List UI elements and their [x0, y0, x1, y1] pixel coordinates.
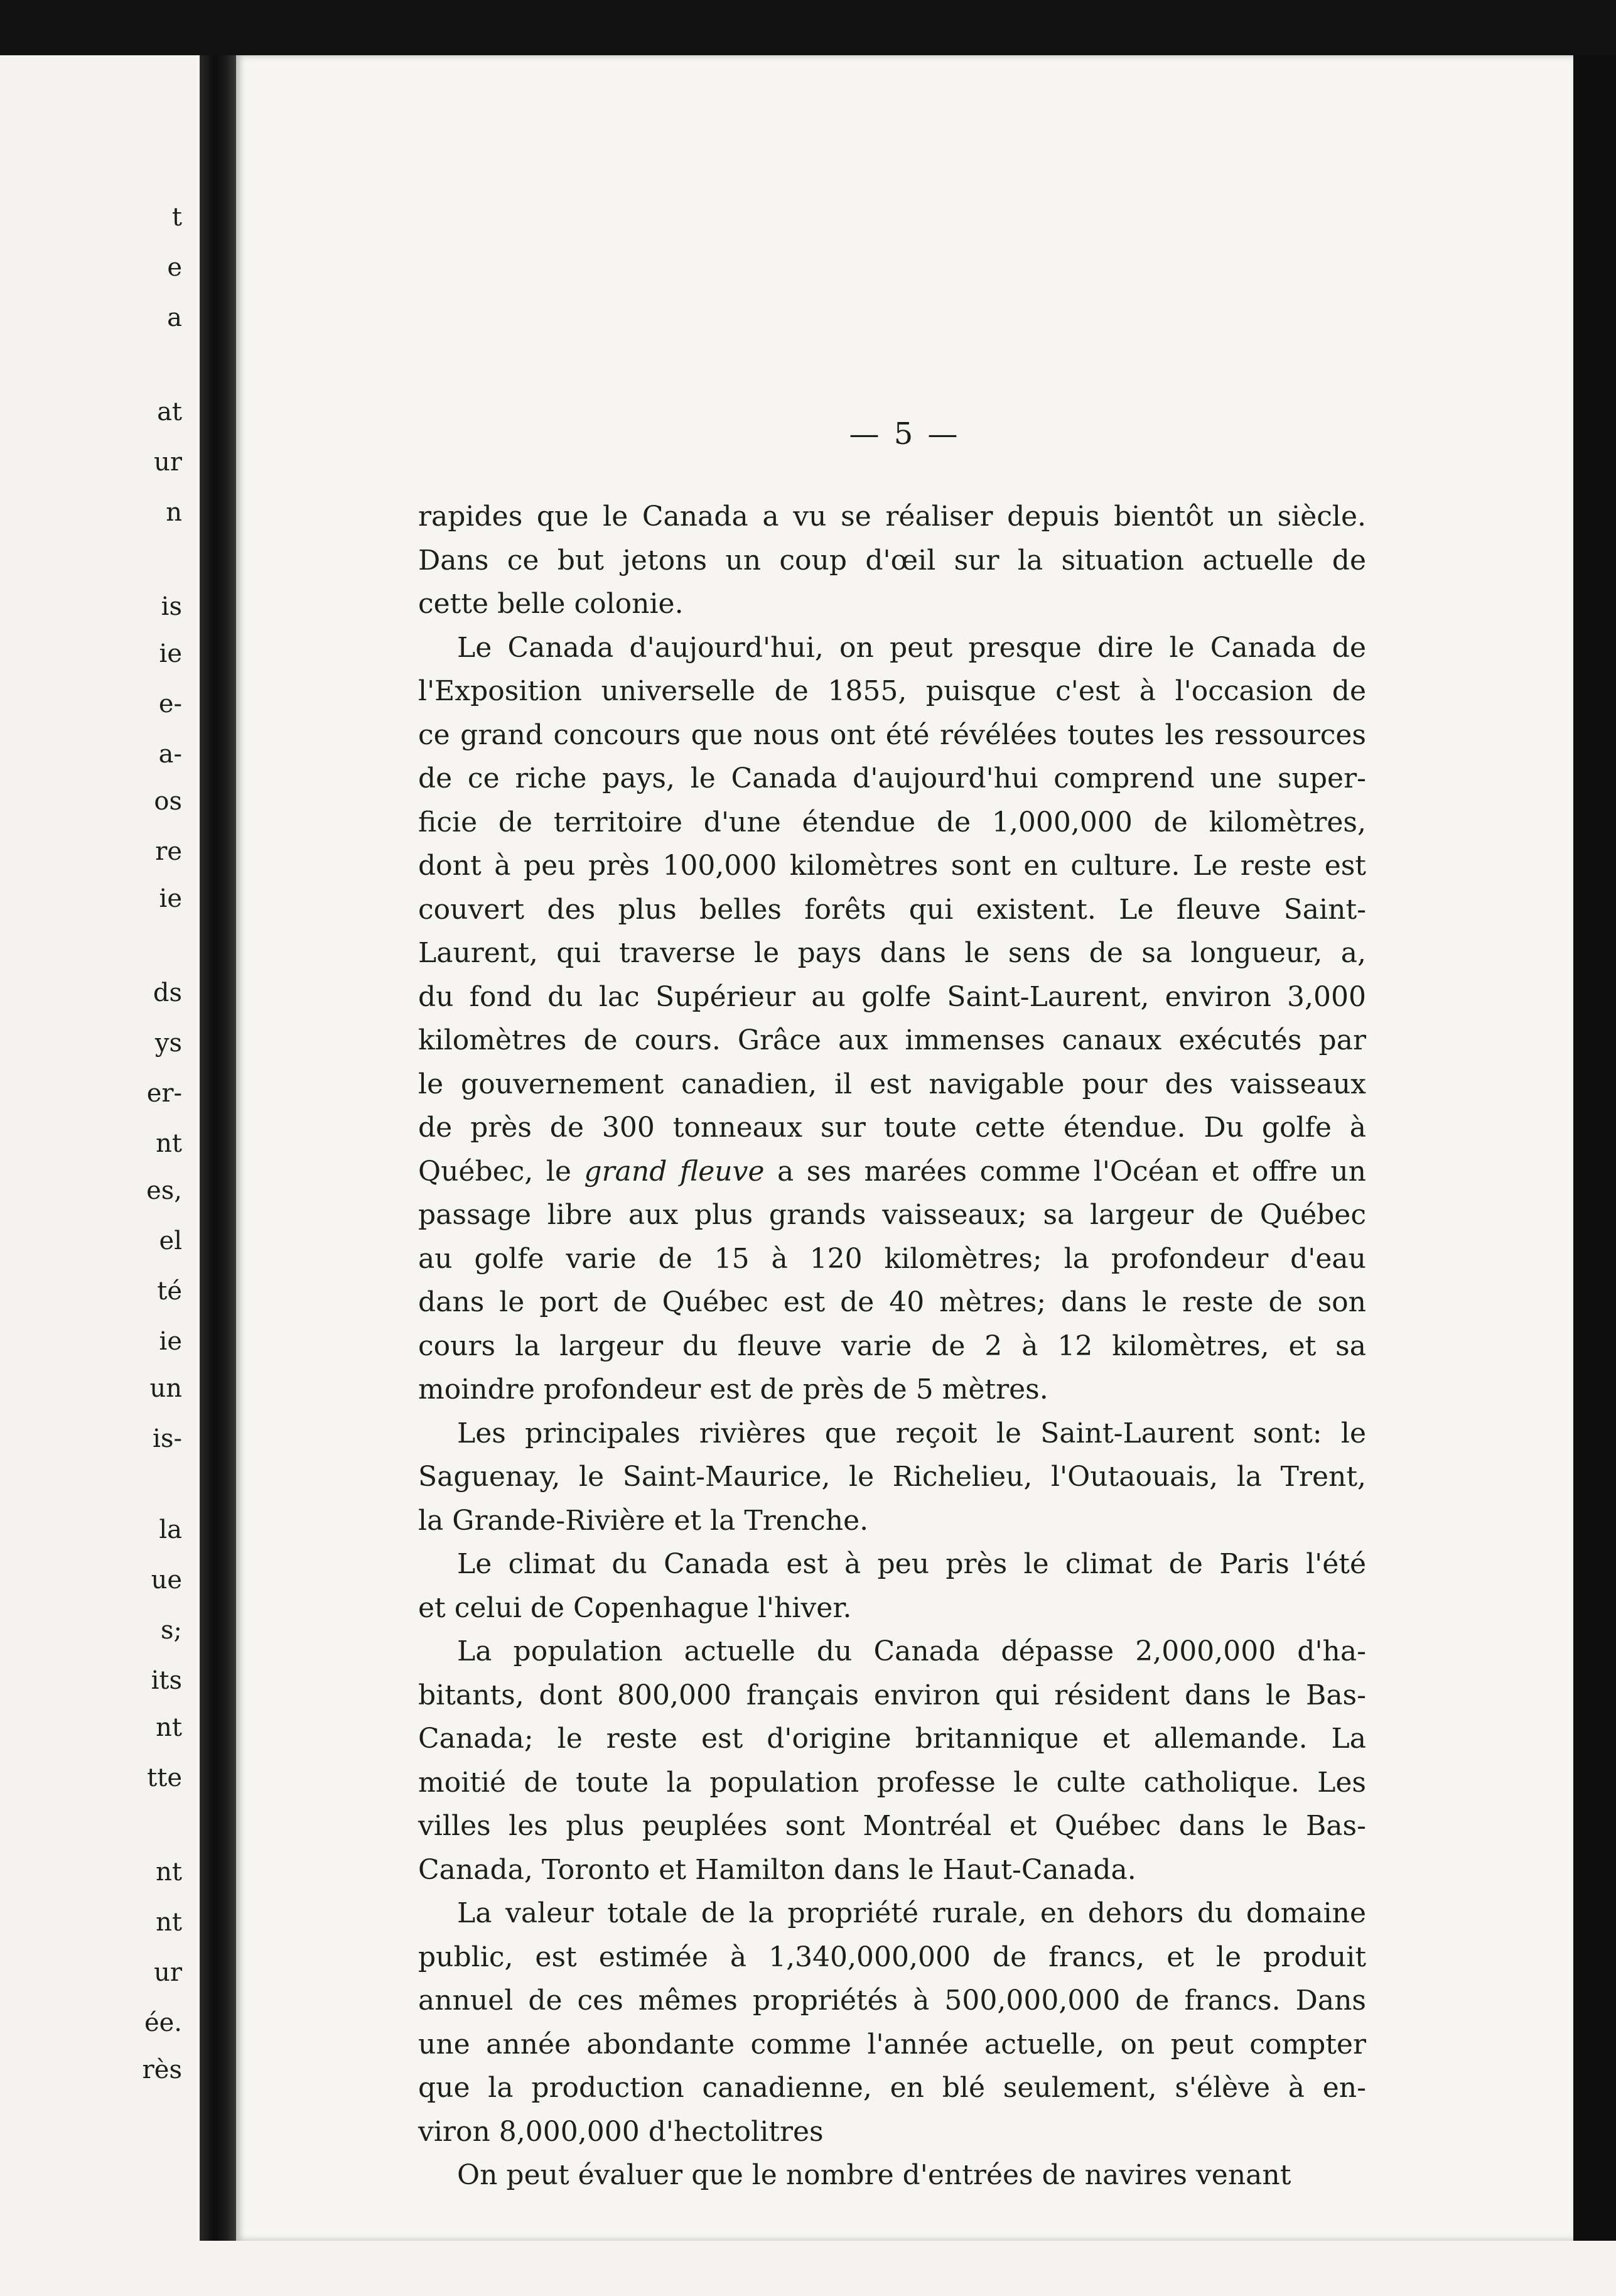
text-line: la Grande-Rivière et la Trenche. — [418, 1504, 869, 1537]
facing-page-fragment — [0, 55, 200, 2241]
facing-page-fragment-text: n — [166, 498, 182, 527]
text-line: La population actuelle du Canada dépasse 2,000,000 d'ha- — [457, 1635, 1366, 1667]
paragraph — [418, 2153, 1366, 2197]
text-line: une année abondante comme l'année actuelle, on peut compter — [418, 2028, 1366, 2060]
text-line: moindre profondeur est de près de 5 mètres. — [418, 1373, 1048, 1405]
text-line: Dans ce but jetons un coup d'œil sur la situation actuelle de — [418, 544, 1366, 577]
facing-page-fragment-text: ie — [159, 884, 182, 913]
facing-page-fragment-text: un — [149, 1374, 182, 1403]
text-line: de près de 300 tonneaux sur toute cette étendue. Du golfe à — [418, 1112, 1366, 1144]
book-gutter — [200, 55, 236, 2241]
page-number: — 5 — — [849, 416, 961, 452]
facing-page-fragment-text: ur — [154, 448, 182, 477]
facing-page-fragment-text: er- — [146, 1079, 182, 1108]
italic-phrase: grand fleuve — [584, 1155, 765, 1188]
facing-page-fragment-text: tte — [147, 1763, 182, 1792]
facing-page-fragment-text: té — [157, 1277, 182, 1306]
text-line: On peut évaluer que le nombre d'entrées de navires venant — [457, 2159, 1291, 2191]
facing-page-fragment-text: is — [161, 592, 182, 621]
facing-page-fragment-text: rès — [142, 2055, 182, 2084]
facing-page-line-endings — [0, 55, 200, 2241]
facing-page-fragment-text: es, — [146, 1176, 182, 1205]
facing-page-fragment-text: ie — [159, 1327, 182, 1356]
paragraph — [418, 495, 1366, 626]
text-line: kilomètres de cours. Grâce aux immenses canaux exécutés par — [418, 1024, 1366, 1056]
paragraph — [418, 1892, 1366, 2153]
page-body-text — [418, 495, 1366, 2197]
paragraph — [418, 626, 1366, 1412]
text-line: cours la largeur du fleuve varie de 2 à 12 kilomètres, et sa — [418, 1329, 1366, 1362]
facing-page-fragment-text: a — [167, 303, 182, 332]
text-line: de ce riche pays, le Canada d'aujourd'hui comprend une super- — [418, 762, 1366, 794]
scan-border-bottom — [0, 2241, 1616, 2296]
text-line: le gouvernement canadien, il est navigable pour des vaisseaux — [418, 1068, 1366, 1100]
facing-page-fragment-text: nt — [156, 1908, 182, 1937]
paragraph — [418, 1542, 1366, 1630]
facing-page-fragment-text: la — [159, 1515, 182, 1544]
facing-page-fragment-text: its — [151, 1666, 182, 1695]
text-line: Le Canada d'aujourd'hui, on peut presque dire le Canada de — [457, 631, 1366, 664]
text-line: passage libre aux plus grands vaisseaux; sa largeur de Québec — [418, 1199, 1366, 1231]
text-line: l'Exposition universelle de 1855, puisque c'est à l'occasion de — [418, 675, 1366, 707]
paragraph — [418, 1630, 1366, 1892]
facing-page-fragment-text: is- — [153, 1424, 182, 1453]
scan-border-right — [1573, 55, 1616, 2241]
text-line: Québec, le grand fleuve a ses marées comme l'Océan et offre un — [418, 1155, 1367, 1188]
facing-page-fragment-text: ée. — [144, 2008, 182, 2037]
facing-page-fragment-text: nt — [156, 1858, 182, 1887]
facing-page-fragment-text: at — [157, 398, 182, 426]
book-page — [236, 55, 1573, 2241]
facing-page-fragment-text: e- — [158, 690, 182, 718]
text-line: Les principales rivières que reçoit le Saint-Laurent sont: le — [457, 1417, 1366, 1449]
facing-page-fragment-text: ds — [153, 978, 182, 1007]
text-line: rapides que le Canada a vu se réaliser depuis bientôt un siècle. — [418, 501, 1366, 533]
text-line: cette belle colonie. — [418, 588, 684, 620]
text-line: Le climat du Canada est à peu près le climat de Paris l'été — [457, 1548, 1366, 1580]
text-line: public, est estimée à 1,340,000,000 de francs, et le produit — [418, 1941, 1366, 1973]
text-line: moitié de toute la population professe le culte catholique. Les — [418, 1766, 1366, 1799]
paragraph — [418, 1412, 1366, 1543]
facing-page-fragment-text: ue — [151, 1566, 182, 1595]
text-line: Saguenay, le Saint-Maurice, le Richelieu, l'Outaouais, la Trent, — [418, 1461, 1366, 1493]
text-line: dans le port de Québec est de 40 mètres; dans le reste de son — [418, 1286, 1366, 1318]
text-line: viron 8,000,000 d'hectolitres — [418, 2115, 824, 2148]
text-line: couvert des plus belles forêts qui existent. Le fleuve Saint- — [418, 893, 1366, 926]
text-line: Canada, Toronto et Hamilton dans le Haut-Canada. — [418, 1853, 1136, 1886]
text-line: du fond du lac Supérieur au golfe Saint-Laurent, environ 3,000 — [418, 980, 1366, 1013]
facing-page-fragment-text: s; — [160, 1616, 182, 1645]
facing-page-fragment-text: el — [159, 1227, 182, 1255]
text-line: Laurent, qui traverse le pays dans le sens de sa longueur, a, — [418, 937, 1366, 969]
text-line: ce grand concours que nous ont été révélées toutes les ressources — [418, 718, 1366, 751]
facing-page-fragment-text: t — [171, 203, 182, 232]
text-line: et celui de Copenhague l'hiver. — [418, 1591, 852, 1624]
text-line: villes les plus peuplées sont Montréal et Québec dans le Bas- — [418, 1810, 1366, 1842]
facing-page-fragment-text: re — [155, 837, 182, 866]
text-line: au golfe varie de 15 à 120 kilomètres; la profondeur d'eau — [418, 1242, 1366, 1275]
text-line: dont à peu près 100,000 kilomètres sont en culture. Le reste est — [418, 850, 1366, 882]
facing-page-fragment-text: nt — [156, 1713, 182, 1742]
facing-page-fragment-text: ys — [154, 1029, 182, 1058]
text-line: annuel de ces mêmes propriétés à 500,000,000 de francs. Dans — [418, 1985, 1366, 2017]
facing-page-fragment-text: e — [167, 253, 182, 282]
facing-page-fragment-text: ur — [154, 1958, 182, 1987]
facing-page-fragment-text: ie — [159, 639, 182, 668]
text-line: bitants, dont 800,000 français environ qui résident dans le Bas- — [418, 1679, 1366, 1711]
facing-page-fragment-text: os — [154, 787, 182, 816]
text-line: La valeur totale de la propriété rurale, en dehors du domaine — [457, 1897, 1366, 1929]
text-line: ficie de territoire d'une étendue de 1,000,000 de kilomètres, — [418, 806, 1366, 838]
text-line: que la production canadienne, en blé seulement, s'élève à en- — [418, 2072, 1366, 2104]
text-line: Canada; le reste est d'origine britannique et allemande. La — [418, 1723, 1366, 1755]
facing-page-fragment-text: nt — [156, 1129, 182, 1158]
facing-page-fragment-text: a- — [158, 740, 182, 769]
